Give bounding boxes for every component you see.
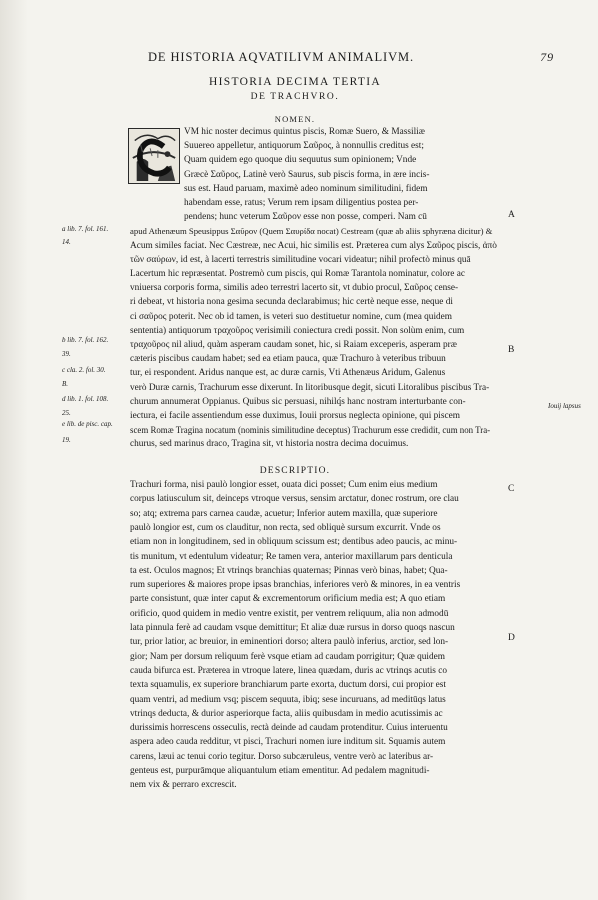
woodcut-initial-image [129,129,179,183]
running-head-text: DE HISTORIA AQVATILIVM ANIMALIVM. [148,50,415,64]
margin-citation: a lib. 7. fol. 161. [62,225,109,233]
nomen-line: ci σαῦρος poterit. Nec ob id tamen, is veteri suo destituetur nomine, cum (mea quidem [130,311,453,322]
nomen-line: Acum similes faciat. Nec Cæstreæ, nec Acui, hic similis est. Præterea cum alys Σαῦρος piscis, ἀπὸ [130,240,497,251]
margin-letter: B [508,345,515,355]
nomen-line: churum annumerat Oppianus. Quibus sic persuasi, nihilq́s hanc nostram interturbante con- [130,396,466,407]
nomen-line: verò Duræ carnis, Trachurum esse dixerunt. In litoribusque degit, sicuti Litoralibus piscibus Tra- [130,382,490,393]
nomen-line: tur, ei respondent. Aridus nanque est, ac duræ carnis, Vti Athenæus Aridum, Galenus [130,368,446,379]
margin-citation: d lib. 1. fol. 108. [62,395,109,403]
nomen-line: pendens; hunc veterum Σαῦρον esse non posse, comperi. Nam cū [184,212,427,223]
nomen-line: cæteris piscibus caudam habet; sed ea etiam pauca, quæ Trachuro à veteribus tribuun [130,354,446,365]
descriptio-line: Trachuri forma, nisi paulò longior esset, ouata dici posset; Cum enim eius medium [130,480,438,490]
descriptio-line: cauda bifurca est. Præterea in vtroque latere, linea quædam, duris ac vtrinqs acutis co [130,665,448,676]
nomen-line: habendam esse, ratus; Verum rem ipsam diligentius postea per- [184,198,419,208]
section-heading-descriptio: DESCRIPTIO. [259,466,331,476]
descriptio-line: carens, læui ac tenui corio tegitur. Dorso subcæruleus, ventre verò ac lateribus ar- [130,751,434,762]
chapter-subtitle: DE TRACHVRO. [250,92,340,102]
descriptio-line: ta est. Oculos magnos; Et vtrinqs branchias quaternas; Pinnas verò binas, habet; Qua- [130,565,448,576]
descriptio-line: genteus est, purpurāmque aliquantulum etiam ementitur. Ad pedalem magnitudi- [130,766,430,776]
running-head [148,50,554,65]
margin-citation: B. [62,380,69,388]
descriptio-line: corpus latiusculum sit, deinceps vtroque versus, sensim arctatur, donec rostrum, ore clau [130,494,459,505]
descriptio-line: durissimis horrescens osseculis, rectà deinde ad caudam protenditur. Cuius interuentu [130,723,448,734]
nomen-line: τραχοῦρος nil aliud, quàm asperam caudam sonet, hic, si Raiam exceperis, asperam præ [130,340,457,350]
right-margin-note: Iouij lapsus [548,402,581,410]
nomen-line: τῶν σαύρων, id est, à lacerti terrestris similitudine vocari videatur; nihil profectò minus quā [130,254,471,265]
margin-citation: e lib. de pisc. cap. [62,420,113,428]
nomen-line: iectura, ei facile assentiendum esse duximus, Iouii prorsus neglecta opinione, qui piscem [130,411,460,421]
nomen-line: vniuersa corporis forma, similis adeo terrestri lacerto sit, vt dubio procul, Σαῦρος cense- [130,283,459,294]
descriptio-line: etiam non in longitudinem, sed in obliquum scissum est; dentibus adeo paucis, ac minu- [130,537,458,548]
margin-letter: A [508,210,515,220]
nomen-line: Lacertum hic repræsentat. Postremò cum piscis, qui Romæ Tarantola nominatur, colore ac [130,269,465,279]
nomen-line: churus, sed marinus draco, Tragina sit, vt historia nostra decima docuimus. [130,439,409,450]
nomen-line: sententia) antiquorum τραχοῦρος verisimili coniectura credi possit. Non solùm enim, cum [130,325,465,336]
margin-citation: 39. [62,350,71,358]
nomen-line: sus est. Haud paruam, maximè adeo nominum similitudini, fidem [184,183,428,194]
nomen-line: Græcè Σαῦρος, Latinè verò Saurus, sub piscis forma, in ære incis- [184,169,430,180]
page-gutter-shadow [0,0,28,900]
nomen-line: ri debeat, vt historia nona gesima secunda declarabimus; hic certè neque esse, neque di [130,297,453,308]
section-heading-nomen: NOMEN. [274,114,316,124]
nomen-line: Suuereo appelletur, antiquorum Σαῦρος, à nonnullis creditus est; [184,141,424,152]
descriptio-line: texta squamulis, ex superiore branchiarum parte exorta, ductum dorsi, cui propior est [130,680,446,691]
descriptio-line: so; atq; extrema pars carnea caudæ, acuetur; Inferior autem maxilla, quæ superiore [130,508,438,519]
descriptio-line: rum superiores & maiores prope ipsas branchias, inferiores verò & minores, in ea ventris [130,580,461,591]
descriptio-line: tur, prior latior, ac breuior, in eminentiori dorso; altera paulò inferius, arctior, sed lon- [130,637,449,648]
nomen-line: VM hic noster decimus quintus piscis, Romæ Suero, & Massiliæ [184,127,425,137]
margin-citation: 19. [62,436,71,444]
descriptio-line: aspera adeo cauda redditur, vt pisci, Trachuri nomen iure inditum sit. Squamis autem [130,737,446,748]
descriptio-line: lata pinnula ferè ad caudam vsque demittitur; Et aliæ duæ rursus in dorso quoqs nascun [130,623,455,633]
nomen-line: apud Athenæum Speusippus Σαῦρον (Quem Σαυρίδα nocat) Cestream (quæ ab aliis sphyræna dicitur) & [130,226,493,237]
descriptio-line: quam ventri, ad medium vsq; piscem sequuta, ibiq; sese incuruans, ad meditūqs latus [130,694,446,705]
margin-citation: 25. [62,409,71,417]
descriptio-line: nem vix & perraro excrescit. [130,780,237,791]
margin-citation: c cla. 2. fol. 30. [62,366,106,374]
descriptio-line: vtrinqs deducta, & durior asperiorque facta, aliis quibusdam in medio acutissimis ac [130,708,443,719]
page-number: 79 [540,50,554,64]
descriptio-line: paulò longior est, cum os clauditur, non recta, sed obliquè sursum excurrit. Vnde os [130,522,441,533]
nomen-line: scem Romæ Tragina nocatum (nominis similitudine deceptus) Trachurum esse credidit, cum non Tra- [130,425,491,436]
descriptio-line: tis munitum, vt edentulum videatur; Re tamen vera, anterior maxillarum pars denticula [130,551,453,562]
descriptio-line: gior; Nam per dorsum reliquum ferè vsque etiam ad caudam porrigitur; Quæ quidem [130,651,445,662]
margin-citation: 14. [62,238,71,246]
margin-letter: C [508,484,515,494]
descriptio-line: parte consistunt, quæ inter caput & excrementorum orificium media est; A quo etiam [130,594,446,605]
descriptio-line: orificio, quod quidem in medio ventre existit, per ventrem reliquum, alia non admodū [130,608,449,619]
nomen-line: Quam quidem ego quoque diu sequutus sum opinionem; Vnde [184,155,417,166]
decorated-initial-c [128,128,180,184]
chapter-title: HISTORIA DECIMA TERTIA [209,76,381,88]
margin-citation: b lib. 7. fol. 162. [62,336,109,344]
margin-letter: D [508,633,515,643]
